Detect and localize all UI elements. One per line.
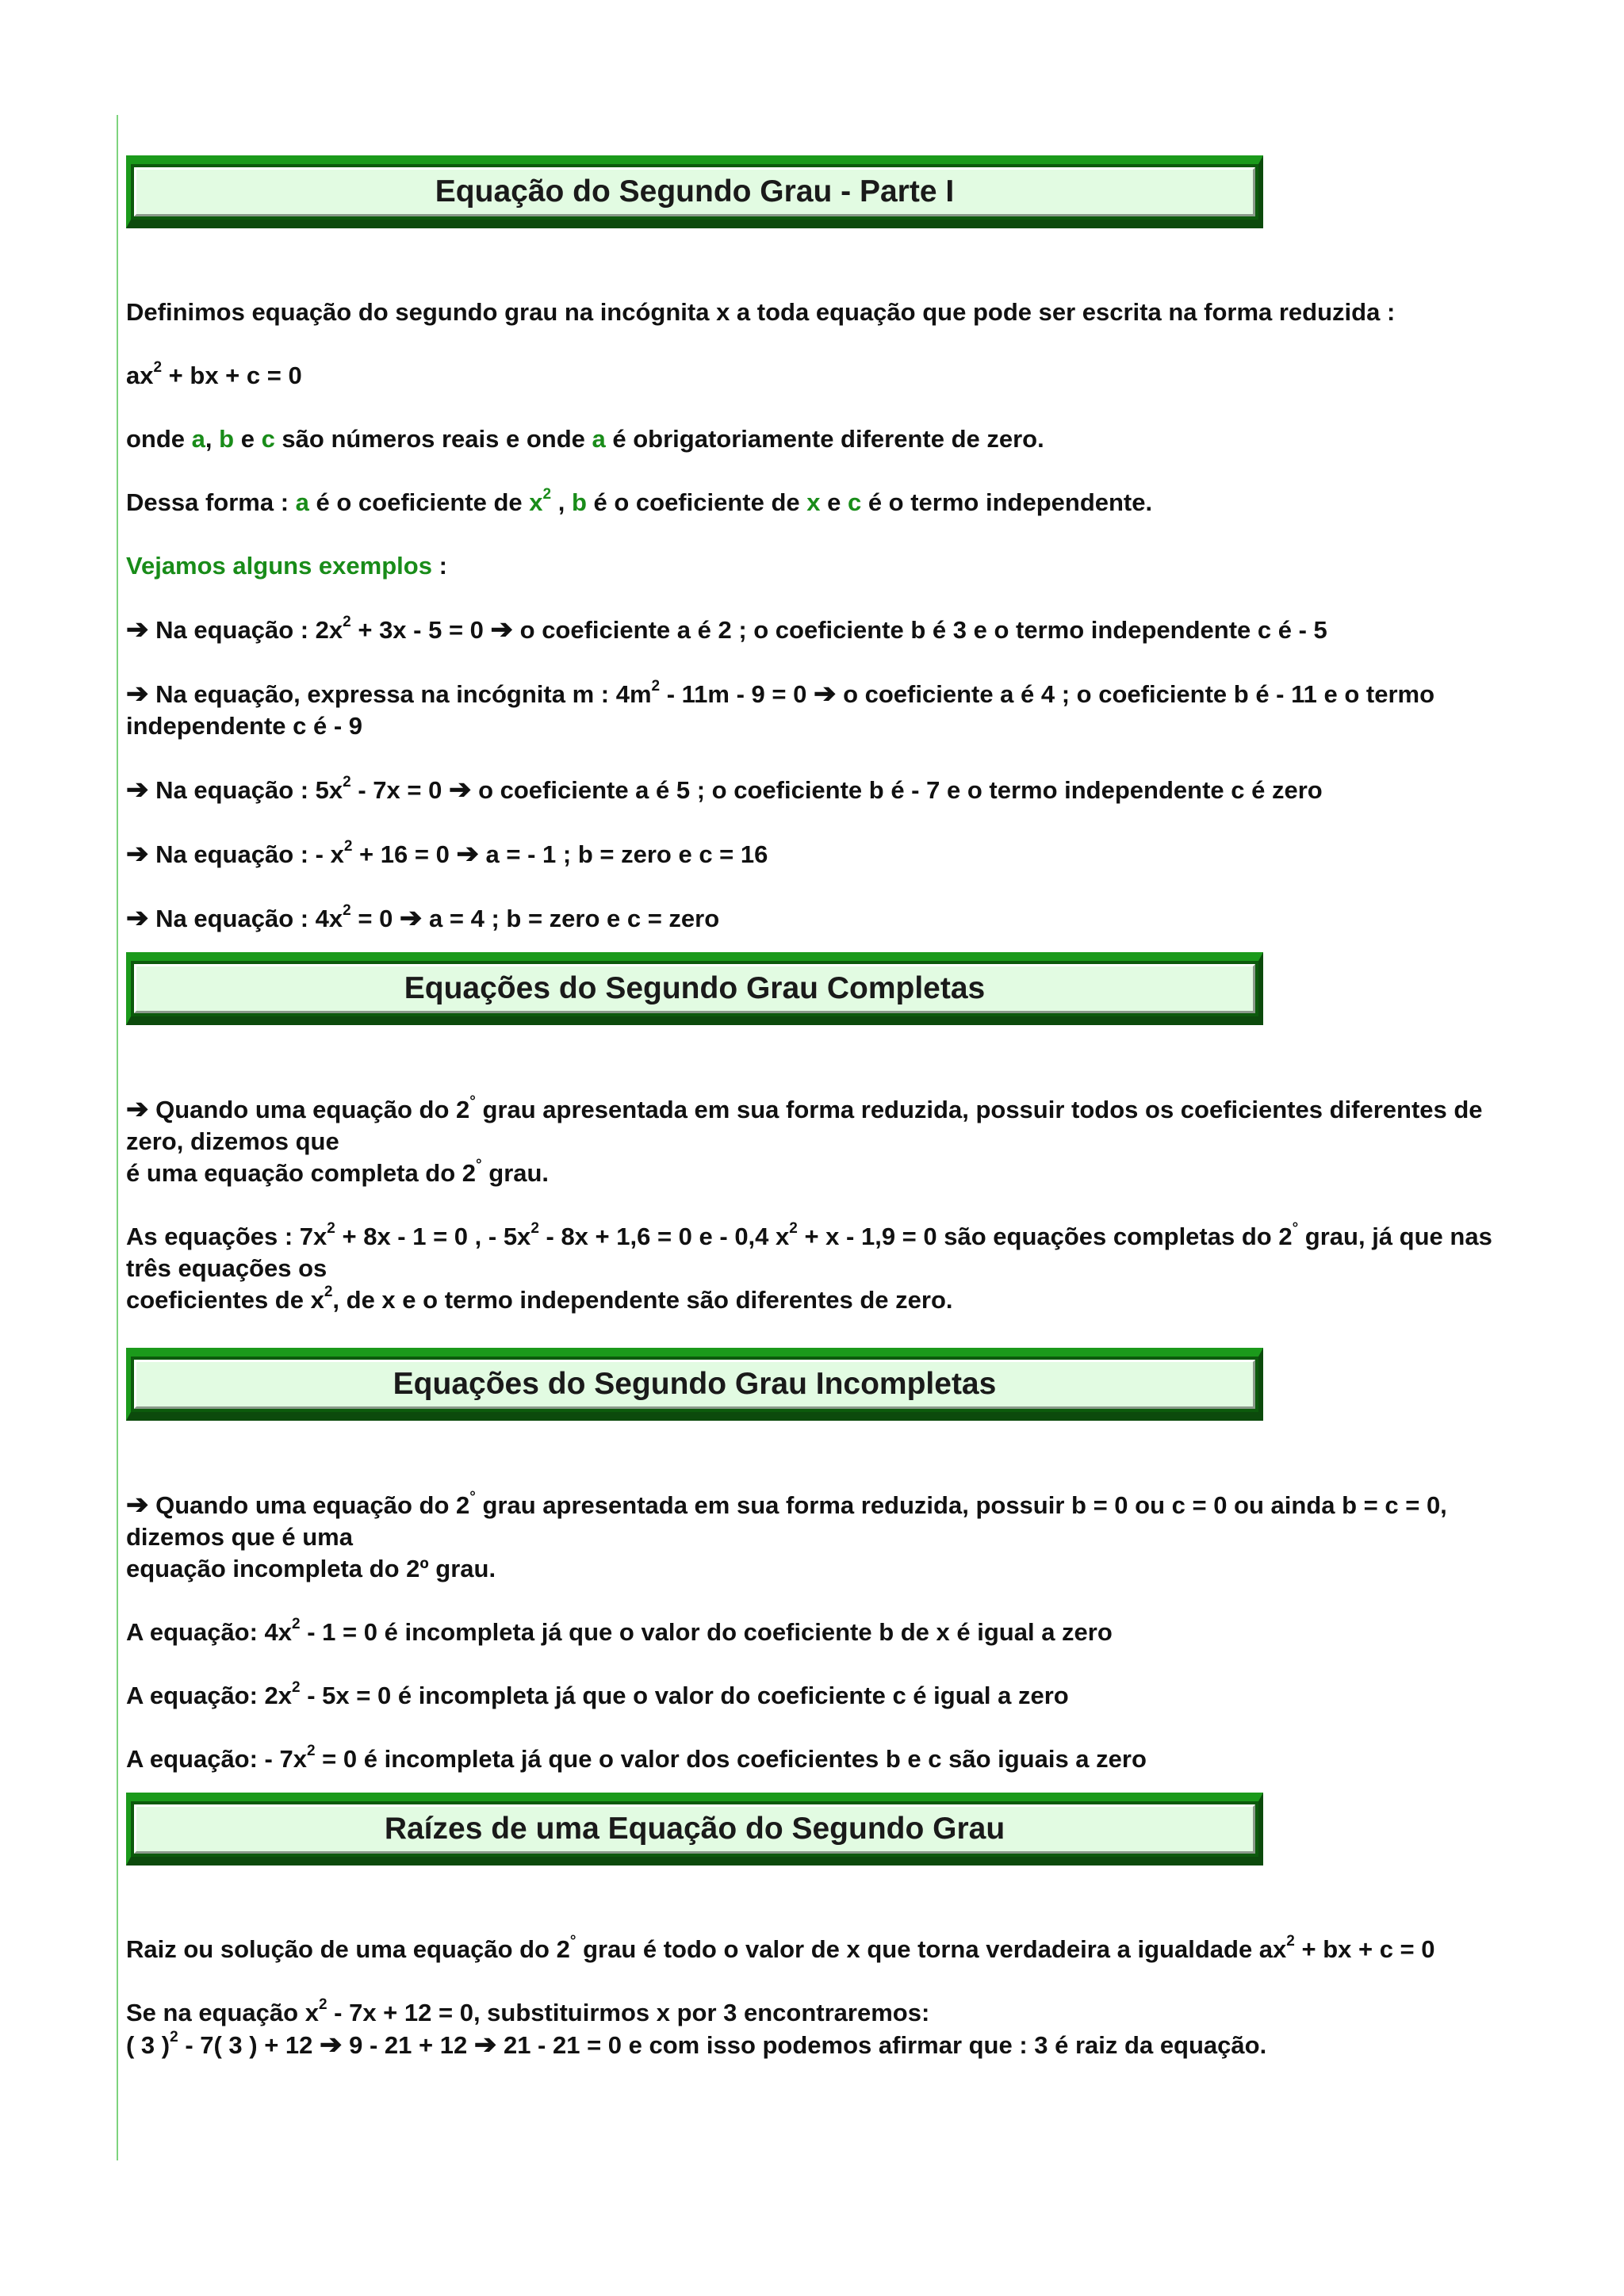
arrow-right-icon: ➔ xyxy=(448,775,472,805)
arrow-right-icon: ➔ xyxy=(126,839,149,869)
definition-paragraph: Definimos equação do segundo grau na incógnita x a toda equação que pode ser escrita na forma reduzida : xyxy=(126,298,1396,326)
arrow-right-icon: ➔ xyxy=(126,614,149,645)
arrow-right-icon: ➔ xyxy=(126,679,149,709)
example-item: ➔ Na equação : $4x^2 = 0$ ➔ a = 4 ; b = zero e c = zero xyxy=(126,902,720,933)
section-title: Equações do Segundo Grau Incompletas xyxy=(393,1367,997,1401)
incomplete-example: A equação: - $7x^2 = 0$ é incompleta já que o valor dos coeficientes b e c são iguais a zero xyxy=(126,1743,1147,1773)
section-banner xyxy=(126,1793,1263,1866)
section-title: Raízes de uma Equação do Segundo Grau xyxy=(384,1812,1005,1846)
incomplete-example: A equação: $4x^2 - 1 = 0$ é incompleta já que o valor do coeficiente b de x é igual a zero xyxy=(126,1616,1113,1646)
arrow-right-icon: ➔ xyxy=(813,679,837,709)
root-example: Se na equação $x^2 - 7x + 12 = 0$, substituirmos x por 3 encontraremos: ( 3 )$^2$ - 7( 3 ) + 12 ➔ 9 - 21 + 12 ➔ 21 - 21 = 0 e com isso podemos afirmar que : 3 é raiz da equação. xyxy=(126,1996,1267,2060)
example-item: ➔ Na equação : $2x^2 + 3x - 5 = 0$ ➔ o coeficiente a é 2 ; o coeficiente b é 3 e o termo independente c é - 5 xyxy=(126,614,1327,645)
root-definition: Raiz ou solução de uma equação do 2° grau é todo o valor de x que torna verdadeira a igualdade $ax^2$ + bx + c = 0 xyxy=(126,1933,1435,1963)
general-form-equation: $ax^2$ + bx + c = 0 xyxy=(126,359,302,389)
arrow-right-icon: ➔ xyxy=(126,775,149,805)
arrow-right-icon: ➔ xyxy=(126,1094,149,1124)
document-content xyxy=(126,155,1506,2061)
arrow-right-icon: ➔ xyxy=(126,903,149,933)
complete-equation-definition: ➔ Quando uma equação do 2° grau apresentada em sua forma reduzida, possuir todos os coeficientes diferentes de zero, dizemos que é uma equação completa do 2° grau. xyxy=(126,1093,1483,1187)
complete-equations-examples: As equações : $7x^2 + 8x - 1 = 0$ , - $5x^2 - 8x + 1,6 = 0$ e - 0,4 $x^2 + x - 1,9 = 0$ são equações completas do 2° grau, já que nas três equações os coeficientes de $x^2$, de x e o termo independente são diferentes de zero. xyxy=(126,1220,1492,1314)
incomplete-equation-definition: ➔ Quando uma equação do 2° grau apresentada em sua forma reduzida, possuir b = 0 ou c = 0 ou ainda b = c = 0, dizemos que é uma equação incompleta do 2º grau. xyxy=(126,1489,1447,1582)
example-item: ➔ Na equação : $5x^2 - 7x = 0$ ➔ o coeficiente a é 5 ; o coeficiente b é - 7 e o termo independente c é zero xyxy=(126,774,1323,805)
example-item: ➔ Na equação, expressa na incógnita m : $4m^2 - 11m - 9 = 0$ ➔ o coeficiente a é 4 ; o coeficiente b é - 11 e o termo independente c é - 9 xyxy=(126,678,1435,740)
arrow-right-icon: ➔ xyxy=(320,2030,343,2060)
section-banner xyxy=(126,155,1263,228)
example-item: ➔ Na equação : - $x^2 + 16 = 0$ ➔ a = - 1 ; b = zero e c = 16 xyxy=(126,838,768,869)
arrow-right-icon: ➔ xyxy=(490,614,514,645)
section-banner xyxy=(126,952,1263,1025)
coefficients-paragraph: onde a, b e c são números reais e onde a é obrigatoriamente diferente de zero. xyxy=(126,425,1044,453)
arrow-right-icon: ➔ xyxy=(456,839,479,869)
arrow-right-icon: ➔ xyxy=(399,903,423,933)
left-margin-rule xyxy=(117,115,118,2160)
incomplete-example: A equação: $2x^2 - 5x = 0$ é incompleta já que o valor do coeficiente c é igual a zero xyxy=(126,1679,1069,1709)
section-title: Equação do Segundo Grau - Parte I xyxy=(435,174,955,209)
section-banner xyxy=(126,1348,1263,1421)
section-title: Equações do Segundo Grau Completas xyxy=(404,971,986,1005)
arrow-right-icon: ➔ xyxy=(126,1490,149,1520)
coefficient-roles-paragraph: Dessa forma : a é o coeficiente de $x^2$ , b é o coeficiente de x e c é o termo independente. xyxy=(126,486,1153,516)
arrow-right-icon: ➔ xyxy=(473,2030,497,2060)
examples-heading: Vejamos alguns exemplos : xyxy=(126,552,447,580)
